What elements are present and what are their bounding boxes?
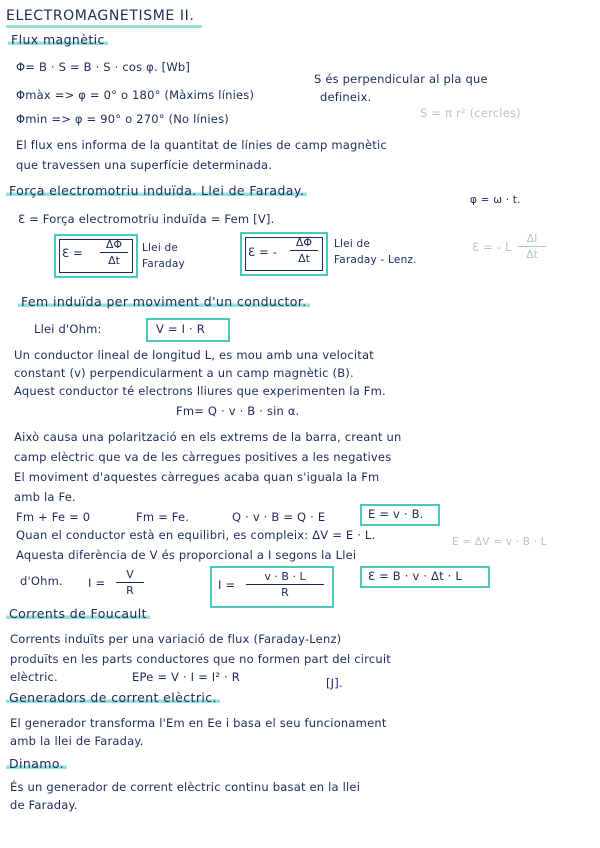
- faraday-lenz-lhs: Ɛ = -: [248, 245, 278, 259]
- current-numerator-2: v · B · L: [264, 570, 306, 583]
- flux-text-1: El flux ens informa de la quantitat de línies de camp magnètic: [16, 138, 387, 152]
- motion-text-4: Això causa una polarització en els extrems de la barra, creant un: [14, 430, 402, 444]
- foucault-text-1: Corrents induïts per una variació de flux (Faraday-Lenz): [10, 632, 342, 646]
- title-underline: [6, 25, 202, 28]
- dynamo-heading: Dinamo.: [6, 756, 67, 771]
- faraday-lenz-numerator: ΔΦ: [295, 236, 313, 249]
- flux-min: Φmin => φ = 90° o 270° (No línies): [16, 112, 229, 126]
- faraday-label-1: Llei de: [142, 242, 179, 254]
- faraday-lhs: Ɛ =: [62, 246, 83, 260]
- foucault-heading: Corrents de Foucault: [6, 606, 150, 621]
- faraday-lenz-fraction: [290, 236, 318, 265]
- motion-text-7: amb la Fe.: [14, 490, 76, 504]
- self-induction-fraction: [518, 232, 546, 261]
- motion-text-9: Aquesta diferència de V és proporcional a I segons la Llei: [16, 548, 357, 562]
- self-induction-lhs: Ɛ = - L: [472, 240, 512, 254]
- current-numerator-1: V: [126, 568, 134, 581]
- dynamo-text-1: És un generador de corrent elèctric continu basat en la llei: [10, 780, 361, 794]
- equilibrium-eq-3: Q · v · B = Q · E: [232, 510, 326, 524]
- motion-text-1: Un conductor lineal de longitud L, es mou amb una velocitat: [14, 348, 374, 362]
- foucault-energy-formula: EPe = V · I = I² · R: [132, 670, 240, 684]
- current-lhs-2: I =: [218, 578, 236, 592]
- faint-voltage-note: E = ΔV = v · B · L: [452, 536, 547, 548]
- ohm-formula: V = I · R: [156, 322, 205, 336]
- fem-definition: Ɛ = Força electromotriu induïda = Fem [V].: [18, 212, 275, 226]
- motion-heading: Fem induïda per moviment d'un conductor.: [18, 294, 310, 309]
- current-fraction-2: [246, 570, 324, 599]
- foucault-text-2: produïts en les parts conductores que no formen part del circuit: [10, 652, 391, 666]
- phi-note: φ = ω · t.: [470, 194, 521, 206]
- motion-text-10: d'Ohm.: [20, 574, 63, 588]
- equilibrium-eq-2: Fm = Fe.: [136, 510, 190, 524]
- motion-text-5: camp elèctric que va de les càrregues positives a les negatives: [14, 450, 392, 464]
- flux-text-2: que travessen una superfície determinada.: [16, 158, 273, 172]
- dynamo-text-2: de Faraday.: [10, 798, 78, 812]
- self-induction-denominator: Δt: [526, 248, 538, 261]
- flux-heading: Flux magnètic: [8, 32, 108, 47]
- flux-side-note-3: S = π r² (cercles): [420, 106, 521, 120]
- motion-text-6: El moviment d'aquestes càrregues acaba quan s'iguala la Fm: [14, 470, 380, 484]
- faraday-lenz-denominator: Δt: [298, 252, 310, 265]
- ohm-label: Llei d'Ohm:: [34, 322, 102, 336]
- current-denominator-1: R: [126, 584, 134, 597]
- fem-heading: Força electromotriu induïda. Llei de Faraday.: [6, 183, 307, 198]
- faraday-label-2: Faraday: [142, 258, 185, 270]
- generators-heading: Generadors de corrent elèctric.: [6, 690, 220, 705]
- emf-motion-formula: Ɛ = B · v · Δt · L: [368, 569, 462, 583]
- motion-text-2: constant (v) perpendicularment a un camp magnètic (B).: [14, 366, 354, 380]
- generators-text-1: El generador transforma l'Em en Ee i basa el seu funcionament: [10, 716, 387, 730]
- foucault-text-3: elèctric.: [10, 670, 58, 684]
- equilibrium-eq-1: Fm + Fe = 0: [16, 510, 91, 524]
- faraday-denominator: Δt: [108, 254, 120, 267]
- faraday-fraction: [100, 238, 128, 267]
- electric-field-formula: E = v · B.: [368, 507, 424, 521]
- foucault-energy-unit: [J].: [326, 676, 343, 690]
- faraday-numerator: ΔΦ: [105, 238, 123, 251]
- flux-side-note-2: defineix.: [320, 90, 372, 104]
- motion-text-3: Aquest conductor té electrons lliures que experimenten la Fm.: [14, 384, 386, 398]
- page-title: ELECTROMAGNETISME II.: [6, 8, 195, 24]
- current-denominator-2: R: [281, 586, 289, 599]
- flux-max: Φmàx => φ = 0° o 180° (Màxims línies): [16, 88, 255, 102]
- faraday-lenz-label-1: Llei de: [334, 238, 371, 250]
- generators-text-2: amb la llei de Faraday.: [10, 734, 144, 748]
- self-induction-numerator: ΔI: [526, 232, 538, 245]
- faraday-lenz-label-2: Faraday - Lenz.: [334, 254, 417, 266]
- current-fraction-1: [116, 568, 144, 597]
- flux-formula: Φ= B · S = B · S · cos φ. [Wb]: [16, 60, 191, 74]
- magnetic-force-formula: Fm= Q · v · B · sin α.: [176, 404, 300, 418]
- current-lhs-1: I =: [88, 576, 106, 590]
- flux-side-note-1: S és perpendicular al pla que: [314, 72, 488, 86]
- motion-text-8: Quan el conductor està en equilibri, es compleix: ΔV = E · L.: [16, 528, 376, 542]
